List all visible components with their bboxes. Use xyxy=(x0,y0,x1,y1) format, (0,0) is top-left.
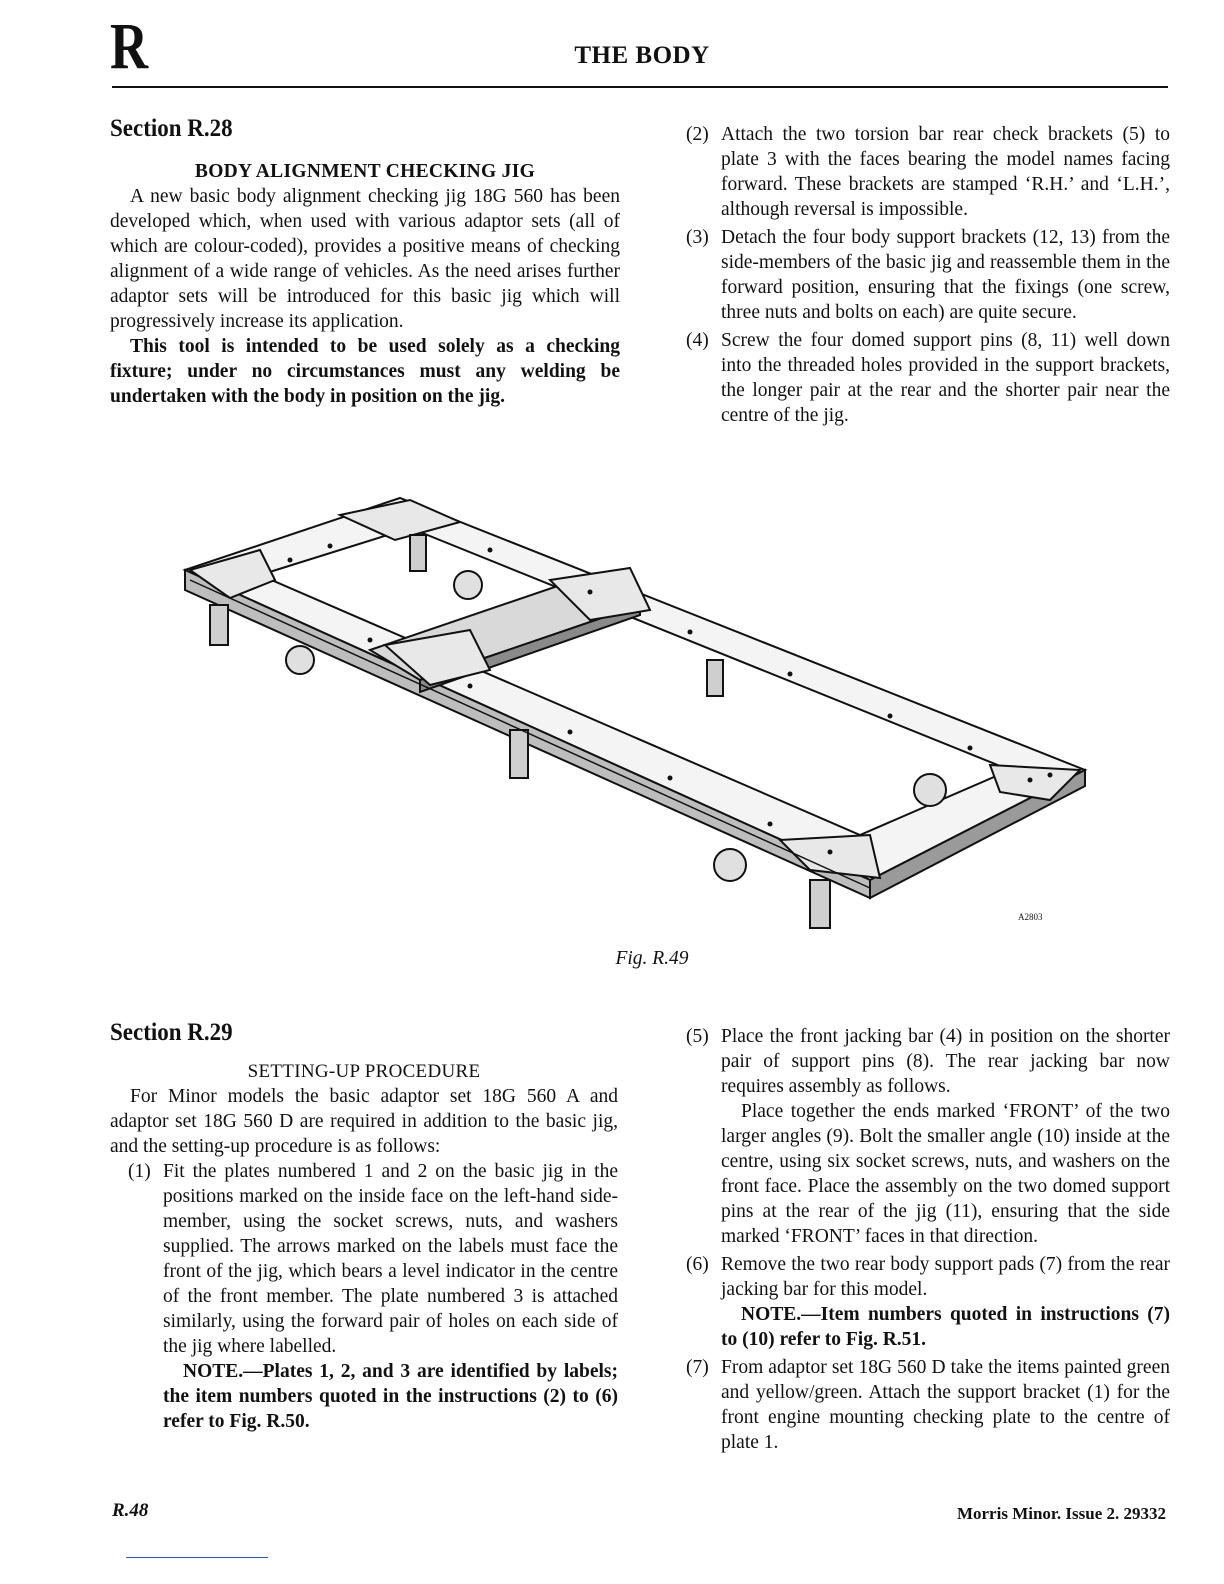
item-number: (2) xyxy=(686,124,709,145)
figure-reference: A2803 xyxy=(1018,912,1043,922)
header-rule xyxy=(112,86,1168,88)
list-item xyxy=(686,1355,1170,1455)
section-title: Section R.28 xyxy=(110,115,233,142)
item-text: Remove the two rear body support pads (7) from the rear jacking bar for this model. xyxy=(721,1254,1170,1300)
list-item xyxy=(686,1252,1170,1302)
item-text: From adaptor set 18G 560 D take the items painted green and yellow/green. Attach the support bracket (1) for the front engine mounting checking plate to the centre of plate 1. xyxy=(721,1357,1170,1453)
section-r29-right xyxy=(686,1024,1170,1455)
paragraph: For Minor models the basic adaptor set 18G 560 A and adaptor set 18G 560 D are required in addition to the basic jig, and the setting-up procedure is as follows: xyxy=(110,1086,618,1157)
bottom-line xyxy=(126,1557,268,1558)
section-r28-left xyxy=(110,116,620,409)
item-text: Attach the two torsion bar rear check brackets (5) to plate 3 with the faces bearing the model names facing forward. These brackets are stamped ‘R.H.’ and ‘L.H.’, although reversal is impossible. xyxy=(721,124,1170,220)
item-text: Place the front jacking bar (4) in position on the shorter pair of support pins (8). The rear jacking bar now requires assembly as follows. xyxy=(721,1026,1170,1097)
body-alignment-jig-illustration xyxy=(170,480,1100,940)
item-text: Fit the plates numbered 1 and 2 on the basic jig in the positions marked on the inside face on the left-hand side-member, using the socket screws, nuts, and washers supplied. The arrows marked on the labels must face the front of the jig, which bears a level indicator in the centre of the front member. The plate numbered 3 is attached similarly, using the forward pair of holes on each side of the jig where labelled. xyxy=(163,1161,618,1357)
page-number: R.48 xyxy=(112,1500,149,1521)
page-letter: R xyxy=(110,10,149,83)
list-item xyxy=(110,1159,618,1359)
warning-paragraph: This tool is intended to be used solely as a checking fixture; under no circumstances must any welding be undertaken with the body in position on the jig. xyxy=(110,336,620,407)
list-item xyxy=(686,328,1170,428)
paragraph: A new basic body alignment checking jig 18G 560 has been developed which, when used with various adaptor sets (all of which are colour-coded), provides a positive means of checking alignment of a wide range of vehicles. As the need arises further adaptor sets will be introduced for this basic jig which will progressively increase its application. xyxy=(110,186,620,332)
list-item xyxy=(686,225,1170,325)
figure-caption: Fig. R.49 xyxy=(615,948,689,969)
section-r28-right xyxy=(686,122,1170,428)
note: NOTE.—Item numbers quoted in instructions (7) to (10) refer to Fig. R.51. xyxy=(721,1304,1170,1350)
item-text: Detach the four body support brackets (12, 13) from the side-members of the basic jig and reassemble them in the forward position, ensuring that the fixings (one screw, three nuts and bolts on each) are quite secure. xyxy=(721,227,1170,323)
page-title: THE BODY xyxy=(574,42,710,69)
section-heading: SETTING-UP PROCEDURE xyxy=(247,1061,481,1082)
section-r29-left xyxy=(110,1020,618,1434)
item-number: (6) xyxy=(686,1254,709,1275)
item-number: (3) xyxy=(686,227,709,248)
item-number: (1) xyxy=(128,1161,151,1182)
note: NOTE.—Plates 1, 2, and 3 are identified by labels; the item numbers quoted in the instructions (2) to (6) refer to Fig. R.50. xyxy=(163,1361,618,1432)
paragraph: Place together the ends marked ‘FRONT’ of the two larger angles (9). Bolt the smaller angle (10) inside at the centre, using six socket screws, nuts, and washers on the front face. Place the assembly on the two domed support pins at the rear of the jig (11), ensuring that the side marked ‘FRONT’ faces in that direction. xyxy=(721,1101,1170,1247)
list-item xyxy=(686,122,1170,222)
section-title: Section R.29 xyxy=(110,1019,233,1046)
item-number: (7) xyxy=(686,1357,709,1378)
item-number: (4) xyxy=(686,330,709,351)
footer-info: Morris Minor. Issue 2. 29332 xyxy=(956,1504,1166,1523)
item-text: Screw the four domed support pins (8, 11) well down into the threaded holes provided in the support brackets, the longer pair at the rear and the shorter pair near the centre of the jig. xyxy=(721,330,1170,426)
item-number: (5) xyxy=(686,1026,709,1047)
list-item xyxy=(686,1024,1170,1099)
section-heading: BODY ALIGNMENT CHECKING JIG xyxy=(194,161,536,182)
